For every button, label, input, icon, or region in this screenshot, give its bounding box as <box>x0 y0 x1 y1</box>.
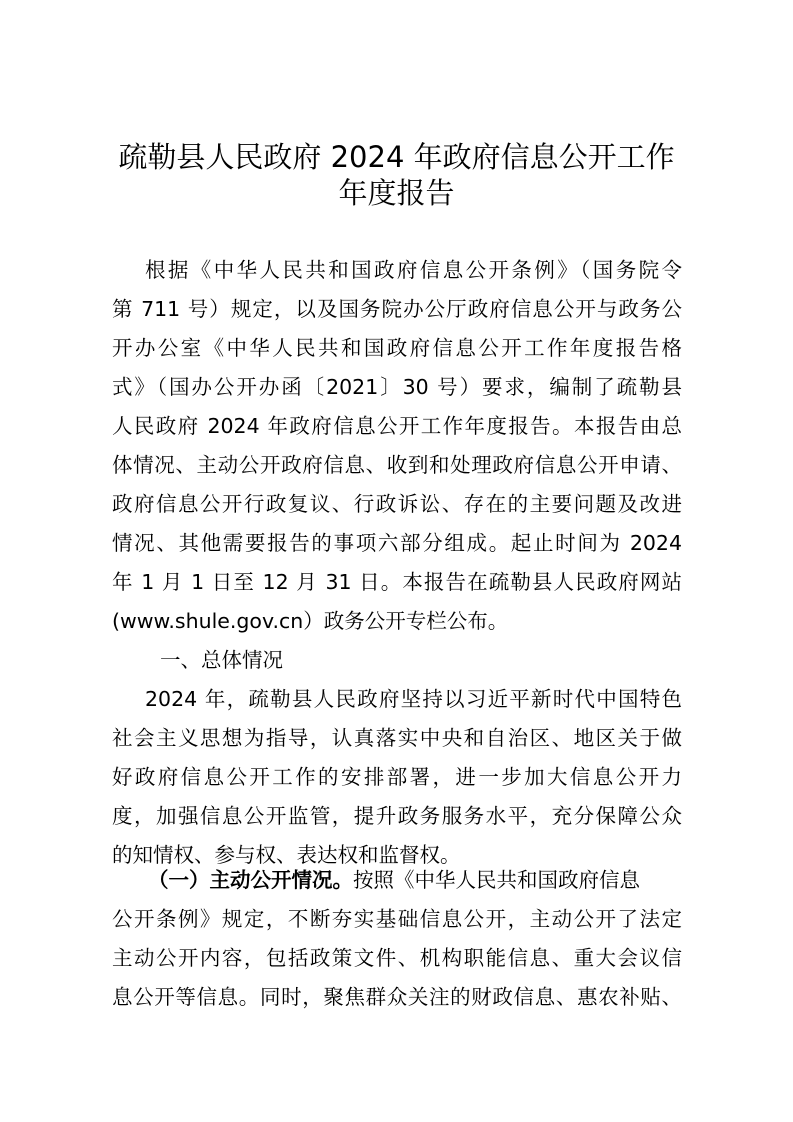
paragraph-2-line: 社会主义思想为指导，认真落实中央和自治区、地区关于做 <box>112 726 682 750</box>
paragraph-1-line: 年 1 月 1 日至 12 月 31 日。本报告在疏勒县人民政府网站 <box>112 570 682 594</box>
paragraph-1-line: 体情况、主动公开政府信息、收到和处理政府信息公开申请、 <box>112 453 682 477</box>
section-heading: 一、总体情况 <box>160 648 283 672</box>
paragraph-3-text: 按照《中华人民共和国政府信息 <box>353 868 640 892</box>
document-title-line-1: 疏勒县人民政府 2024 年政府信息公开工作 <box>118 140 675 174</box>
paragraph-2-line: 的知情权、参与权、表达权和监督权。 <box>112 843 461 867</box>
paragraph-2-line: 2024 年，疏勒县人民政府坚持以习近平新时代中国特色 <box>145 687 682 711</box>
paragraph-3-line: 主动公开内容，包括政策文件、机构职能信息、重大会议信 <box>112 946 682 970</box>
paragraph-1-line: 开办公室《中华人民共和国政府信息公开工作年度报告格 <box>112 336 682 360</box>
document-title-line-2: 年度报告 <box>338 176 455 210</box>
paragraph-3-first-line <box>148 860 682 900</box>
paragraph-3-bold-lead: （一）主动公开情况。 <box>148 868 353 892</box>
paragraph-3-line: 息公开等信息。同时，聚焦群众关注的财政信息、惠农补贴、 <box>112 985 682 1009</box>
paragraph-3-line: 公开条例》规定，不断夯实基础信息公开，主动公开了法定 <box>112 907 682 931</box>
paragraph-2-line: 度，加强信息公开监管，提升政务服务水平，充分保障公众 <box>112 804 682 828</box>
paragraph-1-line: 情况、其他需要报告的事项六部分组成。起止时间为 2024 <box>112 531 682 555</box>
paragraph-2-line: 好政府信息公开工作的安排部署，进一步加大信息公开力 <box>112 765 682 789</box>
paragraph-1-line: (www.shule.gov.cn）政务公开专栏公布。 <box>112 609 509 633</box>
paragraph-1-line: 式》（国办公开办函〔2021〕30 号）要求，编制了疏勒县 <box>112 375 682 399</box>
paragraph-1-line: 人民政府 2024 年政府信息公开工作年度报告。本报告由总 <box>112 414 682 438</box>
paragraph-1-line: 第 711 号）规定，以及国务院办公厅政府信息公开与政务公 <box>112 297 682 321</box>
paragraph-1-line: 根据《中华人民共和国政府信息公开条例》（国务院令 <box>145 258 682 282</box>
paragraph-1-line: 政府信息公开行政复议、行政诉讼、存在的主要问题及改进 <box>112 492 682 516</box>
